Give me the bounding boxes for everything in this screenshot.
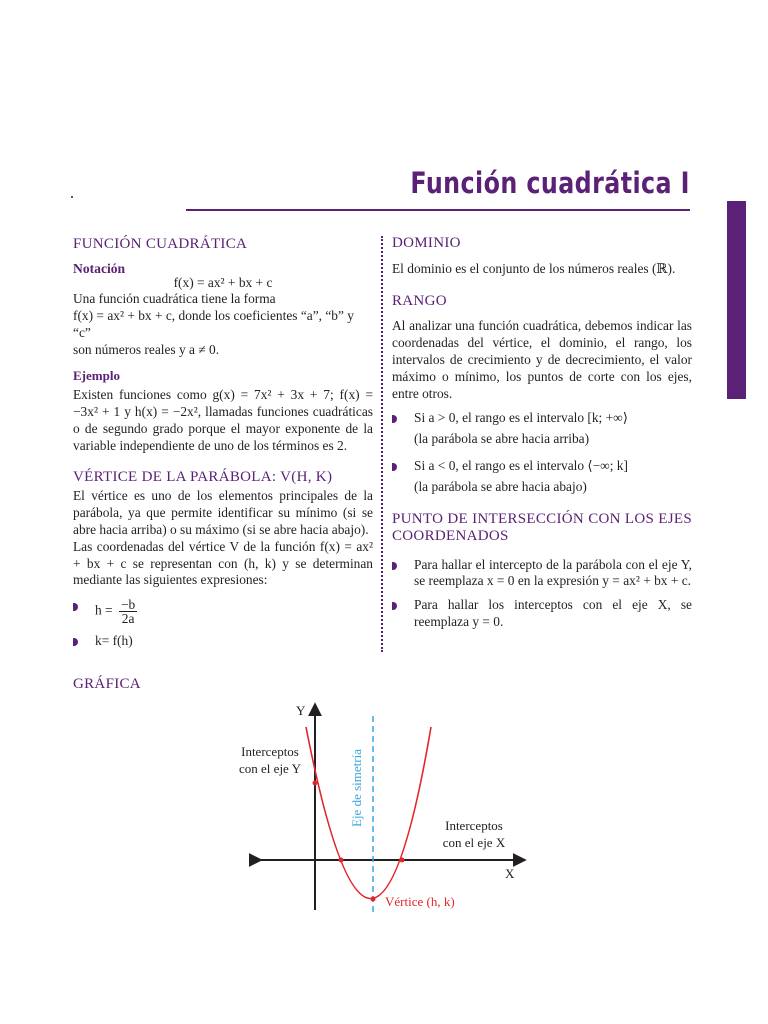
ejemplo-heading: Ejemplo xyxy=(73,367,120,383)
x-intercept-label-line-2: con el eje X xyxy=(442,835,506,850)
punto-bullet-eje-y-text: Para hallar el intercepto de la parábola con el eje Y, se reemplaza x = 0 en la expresión y = ax² + bx + c. xyxy=(414,556,692,589)
dominio-heading: DOMINIO xyxy=(392,235,461,251)
notacion-text-line-1: Una función cuadrática tiene la forma xyxy=(73,291,276,307)
x-intercept-point-left xyxy=(339,858,344,863)
parabola-curve xyxy=(306,727,431,899)
vertice-text-1: El vértice es uno de los elementos principales de la parábola, ya que permite identificar su mínimo (si se abre hacia arriba) o su máximo (si se abre hacia abajo). xyxy=(73,488,373,537)
h-denominator: 2a xyxy=(121,611,135,627)
vertice-heading: VÉRTICE DE LA PARÁBOLA: V(H, K) xyxy=(73,468,333,485)
k-formula: k= f(h) xyxy=(95,633,133,649)
funcion-cuadratica-heading: FUNCIÓN CUADRÁTICA xyxy=(73,236,248,252)
grafica-heading: GRÁFICA xyxy=(73,676,141,692)
h-numerator: −b xyxy=(120,597,136,613)
rango-bullet-positive-line-2: (la parábola se abre hacia arriba) xyxy=(414,431,590,447)
y-intercept-label-line-1: Interceptos xyxy=(241,744,299,759)
x-intercept-label-line-1: Interceptos xyxy=(445,818,503,833)
notacion-text-line-2: f(x) = ax² + bx + c, donde los coeficientes “a”, “b” y “c” xyxy=(73,308,354,340)
ejemplo-text: Existen funciones como g(x) = 7x² + 3x + 7; f(x) = −3x² + 1 y h(x) = −2x², llamadas funciones cuadráticas o de segundo grado porque el mayor exponente de la variable independiente de uno de los términos es 2. xyxy=(73,387,373,453)
y-intercept-point xyxy=(313,781,318,786)
x-axis-label: X xyxy=(505,866,515,881)
y-axis-label: Y xyxy=(296,703,306,718)
punto-bullet-eje-x-text: Para hallar los interceptos con el eje X, se reemplaza y = 0. xyxy=(414,597,692,629)
vertice-text-2: Las coordenadas del vértice V de la función f(x) = ax² + bx + c se representan con (h, k) y se determinan mediante las siguientes expresiones: xyxy=(73,538,373,588)
vertex-point xyxy=(371,897,376,902)
punto-interseccion-heading: PUNTO DE INTERSECCIÓN CON LOS EJES COORDENADOS xyxy=(392,510,692,544)
rango-heading: RANGO xyxy=(392,292,447,309)
dominio-text: El dominio es el conjunto de los números reales (ℝ). xyxy=(392,260,676,276)
rango-text: Al analizar una función cuadrática, debemos indicar las coordenadas del vértice, el dominio, el rango, los intervalos de crecimiento y de decrecimiento, el valor máximo o mínimo, los puntos de corte con los ejes, entre otros. xyxy=(392,318,692,401)
notacion-heading: Notación xyxy=(73,260,126,276)
page-title: Función cuadrática I xyxy=(410,166,690,200)
x-intercept-point-right xyxy=(400,858,405,863)
axis-of-symmetry-label: Eje de simetría xyxy=(349,749,364,827)
h-label: h = xyxy=(95,602,113,618)
notacion-formula: f(x) = ax² + bx + c xyxy=(173,274,273,290)
rango-bullet-negative-line-1: Si a < 0, el rango es el intervalo ⟨−∞; k] xyxy=(414,457,628,473)
notacion-text-line-3: son números reales y a ≠ 0. xyxy=(73,341,220,357)
vertex-label: Vértice (h, k) xyxy=(385,894,455,909)
rango-bullet-positive-line-1: Si a > 0, el rango es el intervalo [k; +∞⟩ xyxy=(414,410,628,426)
y-intercept-label-line-2: con el eje Y xyxy=(239,761,301,776)
rango-bullet-negative-line-2: (la parábola se abre hacia abajo) xyxy=(414,478,587,494)
